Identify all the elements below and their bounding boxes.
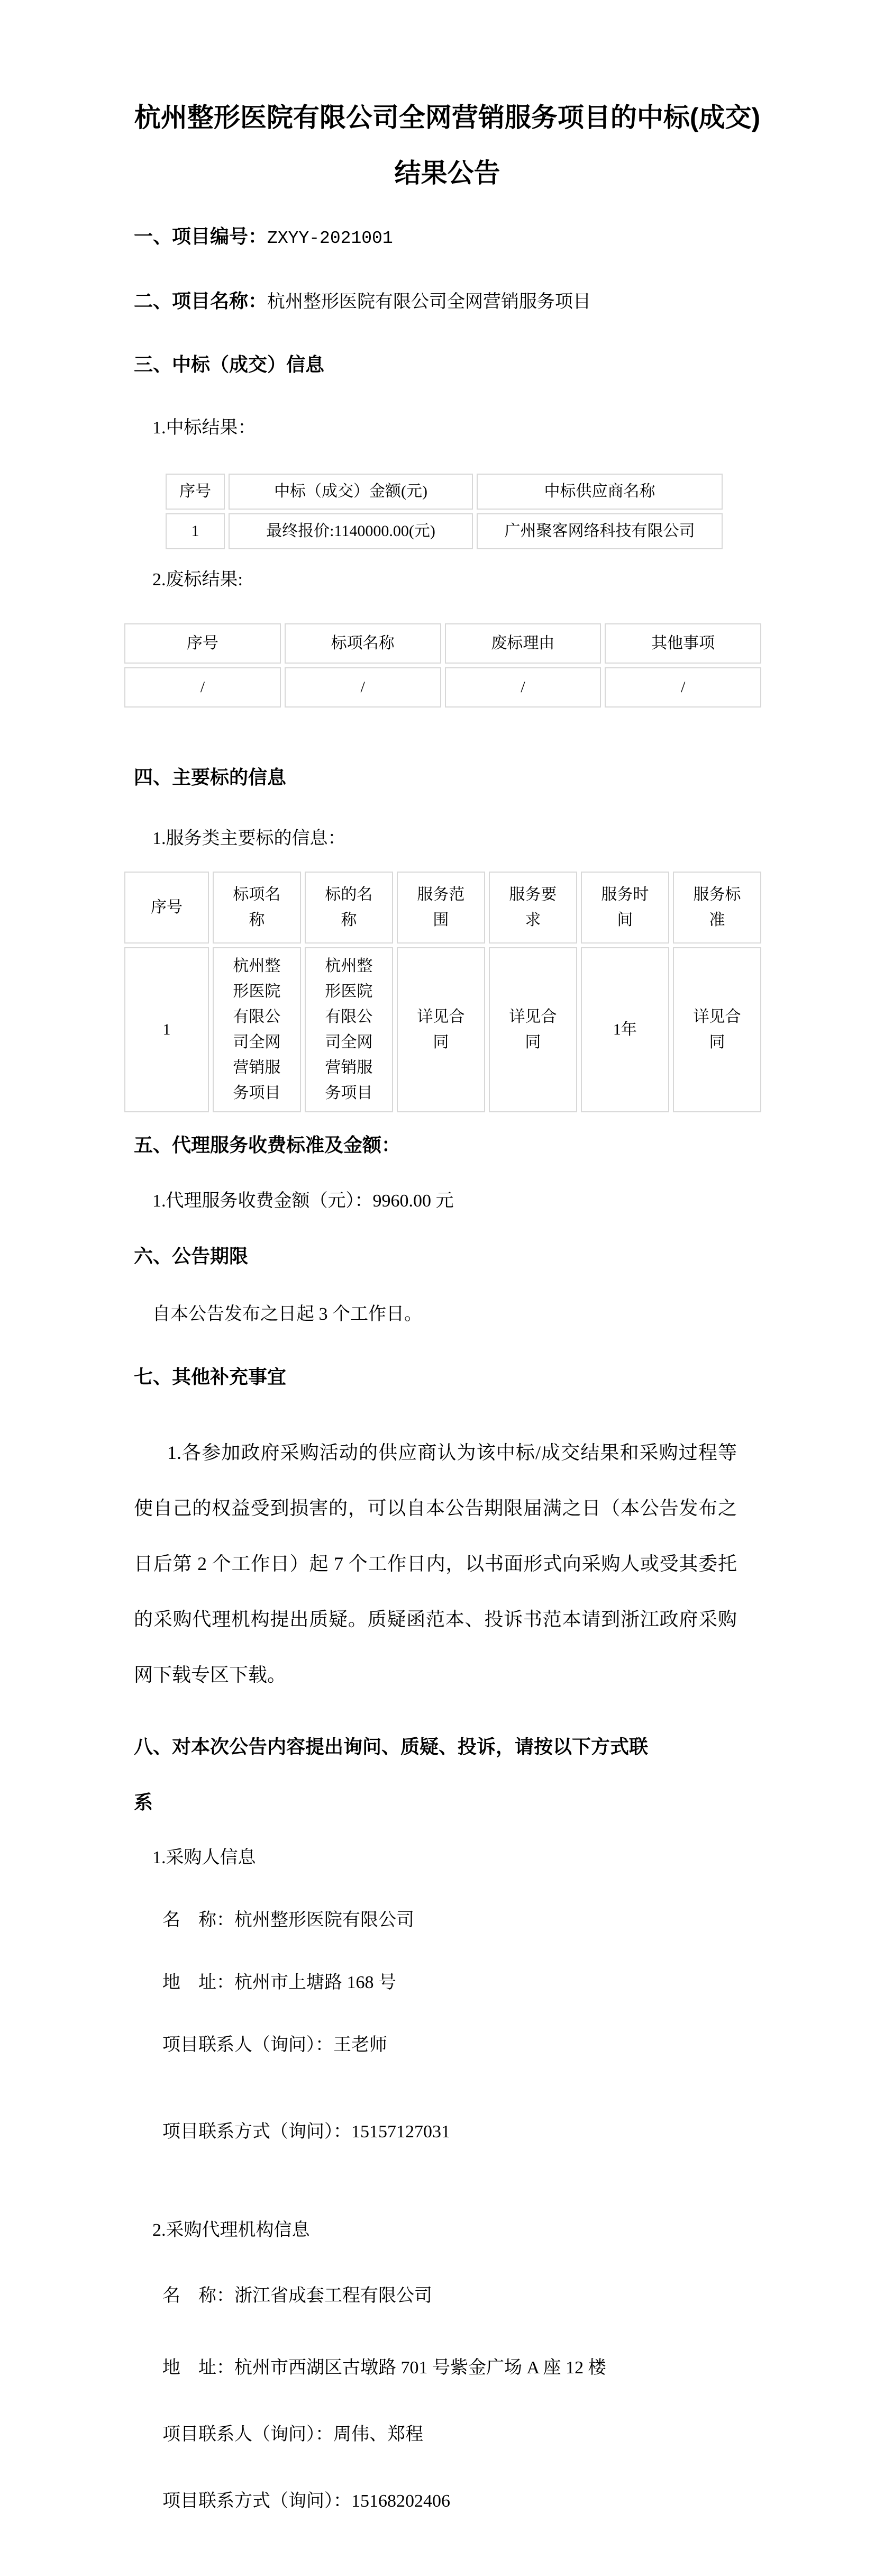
invalid-result-label: 2.废标结果: <box>152 570 243 589</box>
service-subject-label: 1.服务类主要标的信息： <box>152 829 346 848</box>
cell-amount: 最终报价:1140000.00(元) <box>229 513 473 549</box>
agency-fee-amount: 1.代理服务收费金额（元）：9960.00 元 <box>152 1191 454 1211</box>
header-cell-lot-name: 标项名称 <box>285 623 441 664</box>
table-header-row <box>166 474 723 510</box>
purchaser-contact-phone: 项目联系方式（询问）：15157127031 <box>162 2122 450 2142</box>
header-cell-seq: 序号 <box>124 872 209 944</box>
section-subject-heading: 四、主要标的信息 <box>134 766 287 788</box>
purchaser-address: 地 址：杭州市上塘路 168 号 <box>162 1973 396 1992</box>
table-row <box>124 667 761 708</box>
period-content: 自本公告发布之日起 3 个工作日。 <box>152 1304 422 1324</box>
section-project-number <box>134 223 754 252</box>
header-cell-requirement: 服务要求 <box>489 872 577 944</box>
agency-contact-phone: 项目联系方式（询问）：15168202406 <box>162 2491 450 2511</box>
project-number-label: 一、项目编号： <box>134 225 268 247</box>
section-project-name <box>134 288 754 315</box>
header-cell-scope: 服务范围 <box>397 872 485 944</box>
page-title: 杭州整形医院有限公司全网营销服务项目的中标(成交)结果公告 <box>134 103 761 188</box>
cell-scope: 详见合同 <box>397 947 485 1112</box>
cell-seq: 1 <box>124 947 209 1112</box>
section-agency-fee-heading: 五、代理服务收费标准及金额： <box>134 1134 401 1156</box>
header-cell-other: 其他事项 <box>605 623 761 664</box>
cell-lot-name: / <box>285 667 441 708</box>
purchaser-name: 名 称：杭州整形医院有限公司 <box>162 1910 414 1930</box>
cell-subject-name: 杭州整形医院有限公司全网营销服务项目 <box>305 947 393 1112</box>
section-award-heading: 三、中标（成交）信息 <box>134 353 325 375</box>
header-cell-amount: 中标（成交）金额(元) <box>229 474 473 510</box>
header-cell-supplier: 中标供应商名称 <box>477 474 723 510</box>
header-cell-seq: 序号 <box>124 623 281 664</box>
project-number-value: ZXYY-2021001 <box>267 229 393 248</box>
purchaser-contact-person: 项目联系人（询问）：王老师 <box>162 2035 387 2055</box>
cell-lot-name: 杭州整形医院有限公司全网营销服务项目 <box>213 947 301 1112</box>
table-header-row <box>124 623 761 664</box>
cell-seq: / <box>124 667 281 708</box>
agency-name: 名 称：浙江省成套工程有限公司 <box>162 2286 432 2306</box>
agency-address: 地 址：杭州市西湖区古墩路 701 号紫金广场 A 座 12 楼 <box>162 2358 606 2378</box>
cell-other: / <box>605 667 761 708</box>
service-subject-table <box>121 868 765 1116</box>
project-name-value: 杭州整形医院有限公司全网营销服务项目 <box>267 292 591 312</box>
cell-seq: 1 <box>166 513 225 549</box>
section-period-heading: 六、公告期限 <box>134 1245 249 1267</box>
cell-standard: 详见合同 <box>673 947 761 1112</box>
cell-requirement: 详见合同 <box>489 947 577 1112</box>
award-result-label: 1.中标结果： <box>152 418 256 438</box>
header-cell-subject-name: 标的名称 <box>305 872 393 944</box>
section-contact-heading: 八、对本次公告内容提出询问、质疑、投诉，请按以下方式联系 <box>134 1736 649 1813</box>
header-cell-seq: 序号 <box>166 474 225 510</box>
table-row <box>166 513 723 549</box>
purchaser-info-label: 1.采购人信息 <box>152 1848 256 1867</box>
header-cell-reason: 废标理由 <box>445 623 601 664</box>
cell-reason: / <box>445 667 601 708</box>
cell-time: 1年 <box>581 947 669 1112</box>
table-row <box>124 947 761 1112</box>
table-header-row <box>124 872 761 944</box>
header-cell-time: 服务时间 <box>581 872 669 944</box>
cell-supplier: 广州聚客网络科技有限公司 <box>477 513 723 549</box>
agency-contact-person: 项目联系人（询问）：周伟、郑程 <box>162 2425 423 2444</box>
header-cell-standard: 服务标准 <box>673 872 761 944</box>
award-result-table <box>162 470 726 553</box>
section-other-heading: 七、其他补充事宜 <box>134 1366 287 1387</box>
project-name-label: 二、项目名称： <box>134 290 268 312</box>
invalid-result-table <box>121 620 765 711</box>
other-matters-paragraph: 1.各参加政府采购活动的供应商认为该中标/成交结果和采购过程等使自己的权益受到损害的，可以自本公告期限届满之日（本公告发布之日后第 2 个工作日）起 7 个工作日内，以书面形式向采购人或受其委托的采购代理机构提出质疑。质疑函范本、投诉书范本请到浙江政府采购网下载专区下载。 <box>134 1442 737 1685</box>
agency-info-label: 2.采购代理机构信息 <box>152 2220 310 2240</box>
header-cell-lot-name: 标项名称 <box>213 872 301 944</box>
